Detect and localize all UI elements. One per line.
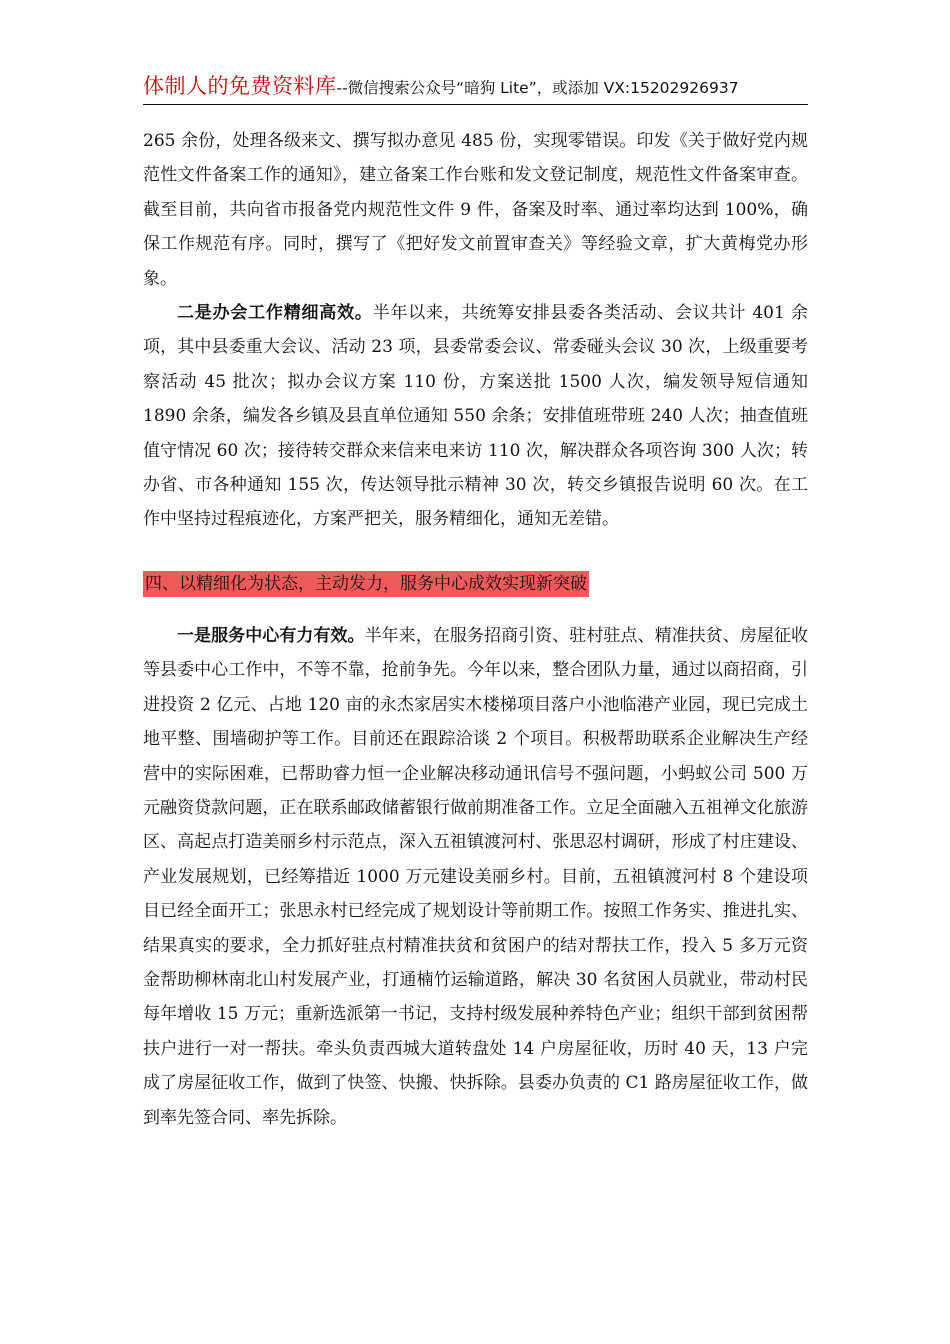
paragraph-text: 265 余份，处理各级来文、撰写拟办意见 485 份，实现零错误。印发《关于做好党内规范性文件备案工作的通知》，建立备案工作台账和发文登记制度，规范性文件备案审查。截至目前，共向省市报备党内规范性文件 9 件，备案及时率、通过率均达到 100%，确保工作规范有序。同时，撰写了《把好发文前置审查关》等经验文章，扩大黄梅党办形象。	[143, 131, 808, 289]
paragraph-text: 半年来，在服务招商引资、驻村驻点、精准扶贫、房屋征收等县委中心工作中，不等不靠，抢前争先。今年以来，整合团队力量，通过以商招商，引进投资 2 亿元、占地 120 亩的永杰家居实木楼梯项目落户小池临港产业园，现已完成土地平整、围墙砌护等工作。目前还在跟踪洽谈 2 个项目。积极帮助联系企业解决生产经营中的实际困难，已帮助睿力恒一企业解决移动通讯信号不强问题，小蚂蚁公司 500 万元融资贷款问题，正在联系邮政储蓄银行做前期准备工作。立足全面融入五祖禅文化旅游区、高起点打造美丽乡村示范点，深入五祖镇渡河村、张思忍村调研，形成了村庄建设、产业发展规划，已经筹措近 1000 万元建设美丽乡村。目前，五祖镇渡河村 8 个建设项目已经全面开工；张思永村已经完成了规划设计等前期工作。按照工作务实、推进扎实、结果真实的要求，全力抓好驻点村精准扶贫和贫困户的结对帮扶工作，投入 5 多万元资金帮助柳林南北山村发展产业，打通楠竹运输道路，解决 30 名贫困人员就业，带动村民每年增收 15 万元；重新选派第一书记，支持村级发展种养特色产业；组织干部到贫困帮扶户进行一对一帮扶。牵头负责西城大道转盘处 14 户房屋征收，历时 40 天，13 户完成了房屋征收工作，做到了快签、快搬、快拆除。县委办负责的 C1 路房屋征收工作，做到率先签合同、率先拆除。	[143, 625, 809, 1128]
paragraph-service-center	[143, 619, 808, 1135]
section-heading-wrapper	[143, 571, 808, 601]
paragraph-lead: 一是服务中心有力有效。	[177, 625, 365, 646]
paragraph-continued	[143, 124, 808, 296]
document-body	[143, 124, 808, 1135]
header-brand: 体制人的免费资料库	[143, 74, 337, 98]
paragraph-lead: 二是办会工作精细高效。	[177, 303, 373, 324]
paragraph-text: 半年以来，共统筹安排县委各类活动、会议共计 401 余项，其中县委重大会议、活动 23 项，县委常委会议、常委碰头会议 30 次，上级重要考察活动 45 批次；拟办会议方案 110 份，方案送批 1500 人次，编发领导短信通知 1890 余条，编发各乡镇及县直单位通知 550 余条；安排值班带班 240 人次；抽查值班值守情况 60 次；接待转交群众来信来电来访 110 次，解决群众各项咨询 300 人次；转办省、市各种通知 155 次，传达领导批示精神 30 次，转交乡镇报告说明 60 次。在工作中坚持过程痕迹化，方案严把关，服务精细化，通知无差错。	[143, 303, 808, 530]
page-header	[143, 70, 808, 105]
section-heading: 四、以精细化为状态，主动发力，服务中心成效实现新突破	[143, 571, 589, 597]
header-subtitle: --微信搜索公众号“暗狗 Lite”，或添加 VX:15202926937	[336, 79, 739, 97]
paragraph-meeting-work	[143, 296, 808, 537]
